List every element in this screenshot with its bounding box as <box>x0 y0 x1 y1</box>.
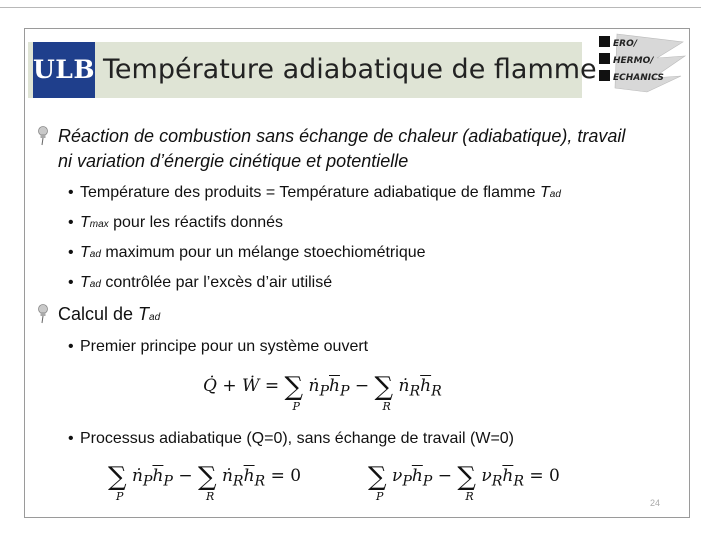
bullet-dot: • <box>68 274 74 291</box>
slide-title: Température adiabatique de flamme <box>103 54 597 85</box>
sub-bullet-tad-controlled <box>36 272 686 296</box>
equation-stoichiometric-balance: ∑ P $\nu_P\overline{h}_P$ − ∑ R $\nu_R\overline{h}_R = 0$ <box>368 462 560 503</box>
bullet-dot: • <box>68 184 74 201</box>
bullet-dot: • <box>68 244 74 261</box>
equation-energy-balance: Q̇ + Ẇ = ∑ P $ṅ_P\overline{h}_P$ − ∑ R $ṅ_R\overline{h}_R$ <box>203 372 442 413</box>
top-rule <box>0 0 701 8</box>
t-symbol: T <box>80 274 90 291</box>
sub-bullet-tmax <box>36 212 686 236</box>
sub-bullet-first-principle <box>36 336 686 358</box>
bullet-calculation <box>36 302 686 330</box>
ulb-badge: ULB <box>33 42 95 98</box>
bullet-text-line1: Réaction de combustion sans échange de chaleur (adiabatique), travail <box>58 126 626 146</box>
sub-bullet-text: Température des produits = Température adiabatique de flamme <box>80 184 536 201</box>
bullet-adiabatic-reaction <box>36 124 686 174</box>
sub-bullet-text: pour les réactifs donnés <box>108 214 284 231</box>
logo-text-mechanics: ECHANICS <box>613 73 664 83</box>
sub-bullet-text: Processus adiabatique (Q=0), sans échange de travail (W=0) <box>80 430 515 447</box>
sub-bullet-text: contrôlée par l’excès d’air utilisé <box>100 274 333 291</box>
logo-text-aero: ERO/ <box>613 39 638 49</box>
bullet-dot: • <box>68 214 74 231</box>
sub-bullet-adiabatic-process <box>36 428 701 450</box>
t-subscript: max <box>89 219 109 230</box>
t-symbol: T <box>80 244 90 261</box>
sub-bullet-product-temperature <box>36 182 686 206</box>
page-number: 24 <box>650 498 661 508</box>
t-subscript: ad <box>549 189 561 200</box>
t-subscript: ad <box>149 312 161 323</box>
t-symbol: T <box>539 184 550 201</box>
t-subscript: ad <box>89 279 101 290</box>
equation-molar-enthalpy-balance: ∑ P $ṅ_P\overline{h}_P$ − ∑ R $ṅ_R\overline{h}_R = 0$ <box>108 462 302 503</box>
t-subscript: ad <box>89 249 101 260</box>
slide-content <box>36 124 686 358</box>
bullet-text: Calcul de <box>58 304 139 324</box>
bullet-text-line2: ni variation d’énergie cinétique et potentielle <box>58 151 409 171</box>
sub-bullet-text: Premier principe pour un système ouvert <box>80 338 369 355</box>
logo-text-thermo: HERMO/ <box>613 56 654 66</box>
pushpin-icon <box>36 304 50 324</box>
sub-bullet-tad-max <box>36 242 686 266</box>
bullet-dot: • <box>68 430 74 447</box>
bullet-dot: • <box>68 338 74 355</box>
t-symbol: T <box>80 214 90 231</box>
pushpin-icon <box>36 126 50 146</box>
sub-bullet-text: maximum pour un mélange stoechiométrique <box>100 244 426 261</box>
aero-thermo-mechanics-logo <box>587 32 687 94</box>
t-symbol: T <box>138 304 150 324</box>
